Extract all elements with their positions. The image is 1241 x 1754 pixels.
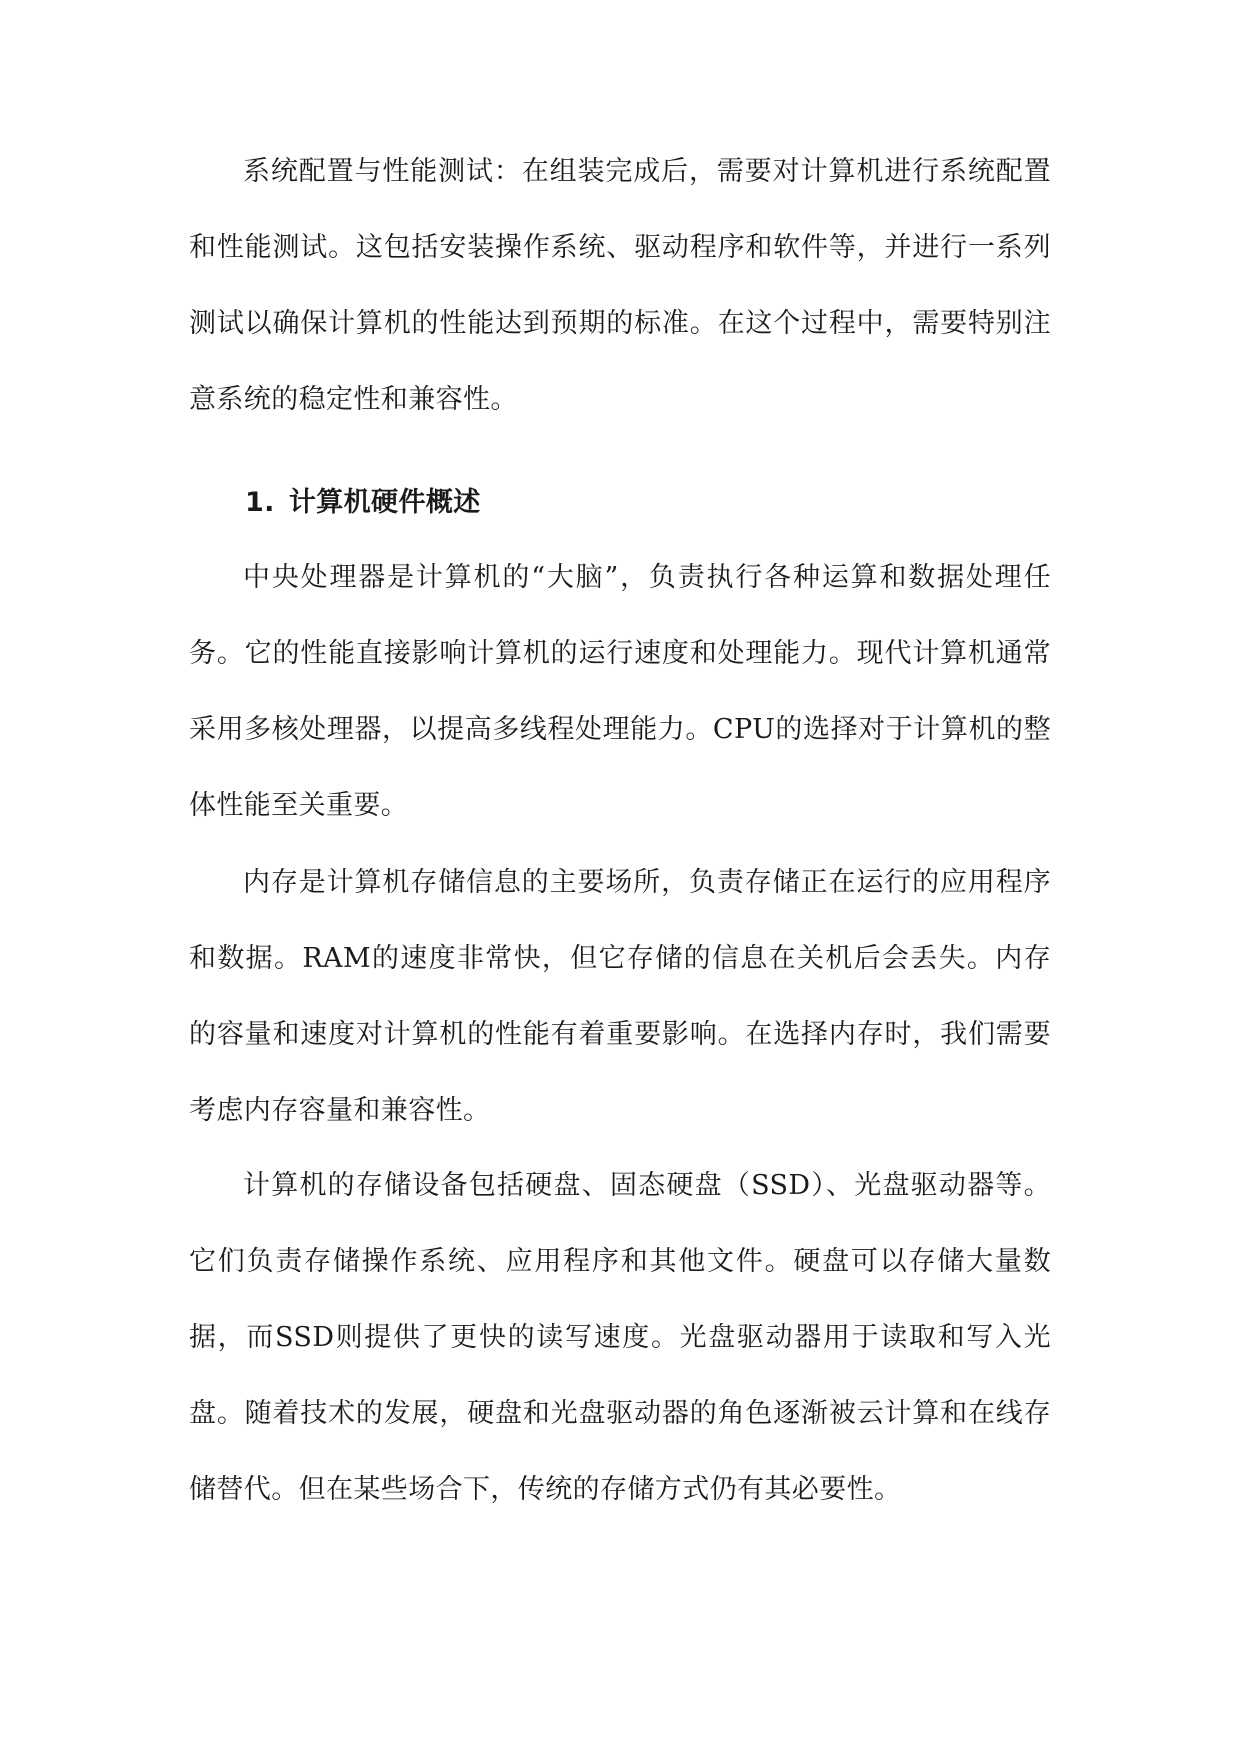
- paragraph-ram: 内存是计算机存储信息的主要场所，负责存储正在运行的应用程序和数据。RAM的速度非常快，但它存储的信息在关机后会丢失。内存的容量和速度对计算机的性能有着重要影响。在选择内存时，我们需要考虑内存容量和兼容性。: [189, 867, 1051, 1126]
- paragraph-cpu: 中央处理器是计算机的“大脑”，负责执行各种运算和数据处理任务。它的性能直接影响计算机的运行速度和处理能力。现代计算机通常采用多核处理器，以提高多线程处理能力。CPU的选择对于计算机的整体性能至关重要。: [189, 562, 1051, 821]
- section-heading: [245, 465, 481, 541]
- paragraph-system-config: 系统配置与性能测试：在组装完成后，需要对计算机进行系统配置和性能测试。这包括安装操作系统、驱动程序和软件等，并进行一系列测试以确保计算机的性能达到预期的标准。在这个过程中，需要特别注意系统的稳定性和兼容性。: [189, 156, 1051, 415]
- paragraph-storage: 计算机的存储设备包括硬盘、固态硬盘（SSD）、光盘驱动器等。它们负责存储操作系统、应用程序和其他文件。硬盘可以存储大量数据，而SSD则提供了更快的读写速度。光盘驱动器用于读取和写入光盘。随着技术的发展，硬盘和光盘驱动器的角色逐渐被云计算和在线存储替代。但在某些场合下，传统的存储方式仍有其必要性。: [189, 1170, 1051, 1505]
- section-number: 1.: [245, 487, 275, 518]
- section-title: 计算机硬件概述: [288, 487, 481, 518]
